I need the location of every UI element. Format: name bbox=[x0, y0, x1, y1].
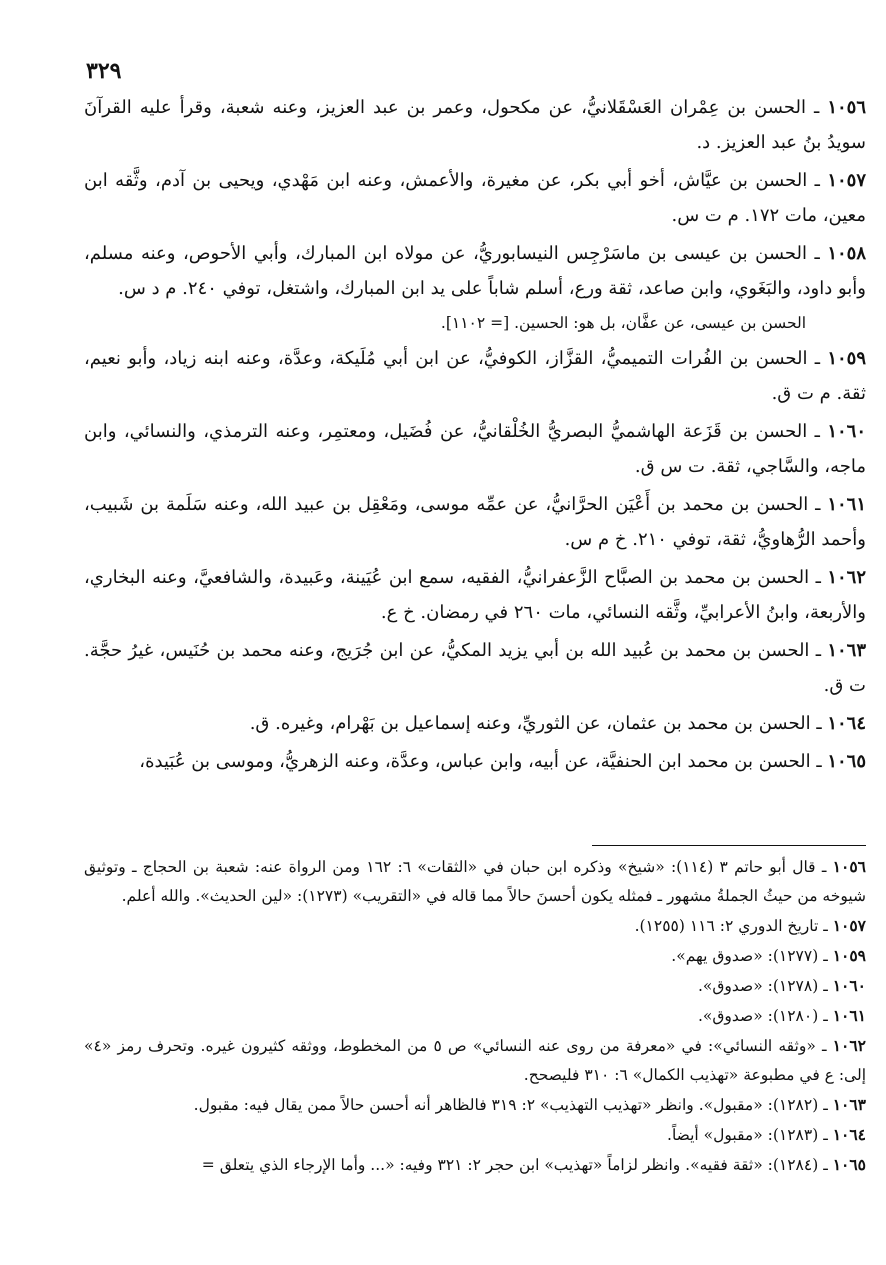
entry-number: ١٠٦٢ bbox=[827, 567, 866, 588]
footnote: ١٠٦١ ـ (١٢٨٠): «صدوق». bbox=[698, 1006, 866, 1025]
footnote-number: ١٠٥٩ bbox=[832, 946, 866, 965]
main-text bbox=[84, 90, 872, 782]
entry: ١٠٦٣ ـ الحسن بن محمد بن عُبيد الله بن أبي يزيد المكيُّ، عن ابن جُرَيج، وعنه محمد بن حُنَيس، غيرُ حجَّة. ت ق. bbox=[84, 640, 866, 696]
entry-number: ١٠٦٣ bbox=[827, 640, 866, 661]
footnote-text: (١٢٨٢): «مقبول». وانظر «تهذيب التهذيب» ٢: ٣١٩ فالظاهر أنه أحسن حالاً ممن يقال فيه: مقبول. bbox=[193, 1096, 819, 1114]
footnote-text: (١٢٧٨): «صدوق». bbox=[698, 977, 819, 995]
footnote-divider bbox=[592, 845, 866, 846]
entry-note: الحسن بن عيسى، عن عفَّان، بل هو: الحسين. [= ١١٠٢]. bbox=[440, 314, 806, 332]
entry-number: ١٠٥٧ bbox=[827, 170, 866, 191]
footnote: ١٠٦٠ ـ (١٢٧٨): «صدوق». bbox=[698, 976, 866, 995]
entry-text: الحسن بن محمد بن الصبَّاح الزَّعفرانيُّ، الفقيه، سمع ابن عُيَينة، وعَبيدة، والشافعيَّ، وعنه البخاري، والأربعة، وابنُ الأعرابيِّ، وثَّقه النسائي، مات ٢٦٠ في رمضان. خ ع. bbox=[84, 567, 866, 623]
footnote-number: ١٠٦٥ bbox=[832, 1155, 866, 1174]
entry-number: ١٠٥٩ bbox=[827, 348, 866, 369]
footnote: ١٠٥٧ ـ تاريخ الدوري ٢: ١١٦ (١٢٥٥). bbox=[634, 916, 866, 935]
entry-number: ١٠٦١ bbox=[827, 494, 866, 515]
footnote-text: (١٢٨٠): «صدوق». bbox=[698, 1007, 819, 1025]
footnote: ١٠٥٦ ـ قال أبو حاتم ٣ (١١٤): «شيخ» وذكره ابن حبان في «الثقات» ٦: ١٦٢ ومن الرواة عنه: شعبة بن الحجاج ـ وتوثيق شيوخه من حيثُ الجملةُ مشهور ـ فمثله يكون أحسنَ حالاً مما قاله في «التقريب» (١٢٧٣): «لين الحديث». والله أعلم. bbox=[84, 857, 866, 905]
entry-number: ١٠٦٥ bbox=[827, 751, 866, 772]
footnote: ١٠٦٤ ـ (١٢٨٣): «مقبول» أيضاً. bbox=[667, 1125, 866, 1144]
entry: ١٠٥٩ ـ الحسن بن الفُرات التميميُّ، القزَّاز، الكوفيُّ، عن ابن أبي مُلَيكة، وعدَّة، وعنه ابنه زياد، وأبو نعيم، ثقة. م ت ق. bbox=[84, 348, 866, 404]
entry-number: ١٠٦٤ bbox=[827, 713, 866, 734]
footnote-number: ١٠٦٢ bbox=[832, 1036, 866, 1055]
footnote-text: تاريخ الدوري ٢: ١١٦ (١٢٥٥). bbox=[634, 917, 819, 935]
footnote: ١٠٦٢ ـ «وثقه النسائي»: في «معرفة من روى عنه النسائي» ص ٥ من المخطوط، ووثقه كثيرون غيره. وتحرف رمز «٤» إلى: ع في مطبوعة «تهذيب الكمال» ٦: ٣١٠ فليصحح. bbox=[84, 1036, 866, 1084]
entry: ١٠٥٧ ـ الحسن بن عيَّاش، أخو أبي بكر، عن مغيرة، والأعمش، وعنه ابن مَهْدي، ويحيى بن آدم، وثَّقه ابن معين، مات ١٧٢. م ت س. bbox=[84, 170, 866, 226]
footnote-text: قال أبو حاتم ٣ (١١٤): «شيخ» وذكره ابن حبان في «الثقات» ٦: ١٦٢ ومن الرواة عنه: شعبة بن الحجاج ـ وتوثيق شيوخه من حيثُ الجملةُ مشهور ـ فمثله يكون أحسنَ حالاً مما قاله في «التقريب» (١٢٧٣): «لين الحديث». والله أعلم. bbox=[84, 858, 866, 905]
footnote: ١٠٦٣ ـ (١٢٨٢): «مقبول». وانظر «تهذيب التهذيب» ٢: ٣١٩ فالظاهر أنه أحسن حالاً ممن يقال فيه: مقبول. bbox=[193, 1095, 866, 1114]
entry: ١٠٥٦ ـ الحسن بن عِمْران العَسْقَلانيُّ، عن مكحول، وعمر بن عبد العزيز، وعنه شعبة، وقرأ عليه القرآنَ سويدُ بنُ عبد العزيز. د. bbox=[84, 97, 866, 153]
footnote-text: (١٢٨٣): «مقبول» أيضاً. bbox=[667, 1126, 819, 1144]
footnote: ١٠٦٥ ـ (١٢٨٤): «ثقة فقيه». وانظر لزاماً «تهذيب» ابن حجر ٢: ٣٢١ وفيه: «... وأما الإرجاء الذي يتعلق = bbox=[201, 1155, 866, 1174]
entry: ١٠٦٢ ـ الحسن بن محمد بن الصبَّاح الزَّعفرانيُّ، الفقيه، سمع ابن عُيَينة، وعَبيدة، والشافعيَّ، وعنه البخاري، والأربعة، وابنُ الأعرابيِّ، وثَّقه النسائي، مات ٢٦٠ في رمضان. خ ع. bbox=[84, 567, 866, 623]
entry: ١٠٥٨ ـ الحسن بن عيسى بن ماسَرْجِس النيسابوريُّ، عن مولاه ابن المبارك، وأبي الأحوص، وعنه مسلم، وأبو داود، والبَغَوي، وابن صاعد، ثقة ورع، أسلم شاباً على يد ابن المبارك، واشتغل، توفي ٢٤٠. م د س. الحسن بن عيسى، عن عفَّان، بل هو: الحسين. [= ١١٠٢]. bbox=[84, 236, 872, 338]
entry: ١٠٦١ ـ الحسن بن محمد بن أَعْيَن الحرَّانيُّ، عن عمِّه موسى، ومَعْقِل بن عبيد الله، وعنه سَلَمة بن شَبيب، وأحمد الرُّهاويُّ، ثقة، توفي ٢١٠. خ م س. bbox=[84, 494, 866, 550]
footnote-number: ١٠٦٣ bbox=[832, 1095, 866, 1114]
entry-text: الحسن بن عيَّاش، أخو أبي بكر، عن مغيرة، والأعمش، وعنه ابن مَهْدي، ويحيى بن آدم، وثَّقه ابن معين، مات ١٧٢. م ت س. bbox=[84, 170, 866, 226]
entry: ١٠٦٥ ـ الحسن بن محمد ابن الحنفيَّة، عن أبيه، وابن عباس، وعدَّة، وعنه الزهريُّ، وموسى بن عُبَيدة، bbox=[139, 751, 866, 772]
footnote-text: (١٢٨٤): «ثقة فقيه». وانظر لزاماً «تهذيب» ابن حجر ٢: ٣٢١ وفيه: «... وأما الإرجاء الذي يتعلق = bbox=[201, 1156, 819, 1174]
entry-text: الحسن بن الفُرات التميميُّ، القزَّاز، الكوفيُّ، عن ابن أبي مُلَيكة، وعدَّة، وعنه ابنه زياد، وأبو نعيم، ثقة. م ت ق. bbox=[84, 348, 866, 404]
footnote-number: ١٠٥٦ bbox=[832, 857, 866, 876]
footnote-number: ١٠٦٠ bbox=[832, 976, 866, 995]
footnote-number: ١٠٥٧ bbox=[832, 916, 866, 935]
footnote-text: (١٢٧٧): «صدوق يهم». bbox=[671, 947, 819, 965]
entry-number: ١٠٦٠ bbox=[827, 421, 866, 442]
footnote: ١٠٥٩ ـ (١٢٧٧): «صدوق يهم». bbox=[671, 946, 866, 965]
entry: ١٠٦٤ ـ الحسن بن محمد بن عثمان، عن الثوريِّ، وعنه إسماعيل بن بَهْرام، وغيره. ق. bbox=[249, 713, 866, 734]
page-number: ٣٢٩ bbox=[86, 58, 122, 84]
entry-text: الحسن بن محمد بن أَعْيَن الحرَّانيُّ، عن عمِّه موسى، ومَعْقِل بن عبيد الله، وعنه سَلَمة بن شَبيب، وأحمد الرُّهاويُّ، ثقة، توفي ٢١٠. خ م س. bbox=[84, 494, 866, 550]
footnotes bbox=[84, 852, 872, 1180]
entry-number: ١٠٥٦ bbox=[827, 97, 866, 118]
entry-text: الحسن بن قَزَعة الهاشميُّ البصريُّ الخُلْقانيُّ، عن فُضَيل، ومعتمِر، وعنه الترمذي، والنسائي، وابن ماجه، والسَّاجي، ثقة. ت س ق. bbox=[84, 421, 866, 477]
footnote-number: ١٠٦٤ bbox=[832, 1125, 866, 1144]
entry-text: الحسن بن عِمْران العَسْقَلانيُّ، عن مكحول، وعمر بن عبد العزيز، وعنه شعبة، وقرأ عليه القرآنَ سويدُ بنُ عبد العزيز. د. bbox=[84, 97, 866, 153]
footnote-number: ١٠٦١ bbox=[832, 1006, 866, 1025]
entry: ١٠٦٠ ـ الحسن بن قَزَعة الهاشميُّ البصريُّ الخُلْقانيُّ، عن فُضَيل، ومعتمِر، وعنه الترمذي، والنسائي، وابن ماجه، والسَّاجي، ثقة. ت س ق. bbox=[84, 421, 866, 477]
entry-text: الحسن بن محمد بن عُبيد الله بن أبي يزيد المكيُّ، عن ابن جُرَيج، وعنه محمد بن حُنَيس، غيرُ حجَّة. ت ق. bbox=[84, 640, 866, 696]
entry-text: الحسن بن محمد بن عثمان، عن الثوريِّ، وعنه إسماعيل بن بَهْرام، وغيره. ق. bbox=[249, 713, 811, 734]
footnote-text: «وثقه النسائي»: في «معرفة من روى عنه النسائي» ص ٥ من المخطوط، ووثقه كثيرون غيره. وتحرف رمز «٤» إلى: ع في مطبوعة «تهذيب الكمال» ٦: ٣١٠ فليصحح. bbox=[84, 1037, 866, 1084]
entry-text: الحسن بن محمد ابن الحنفيَّة، عن أبيه، وابن عباس، وعدَّة، وعنه الزهريُّ، وموسى بن عُبَيدة، bbox=[139, 751, 811, 772]
entry-number: ١٠٥٨ bbox=[827, 243, 866, 264]
entry-text: الحسن بن عيسى بن ماسَرْجِس النيسابوريُّ، عن مولاه ابن المبارك، وأبي الأحوص، وعنه مسلم، وأبو داود، والبَغَوي، وابن صاعد، ثقة ورع، أسلم شاباً على يد ابن المبارك، واشتغل، توفي ٢٤٠. م د س. bbox=[84, 243, 866, 299]
